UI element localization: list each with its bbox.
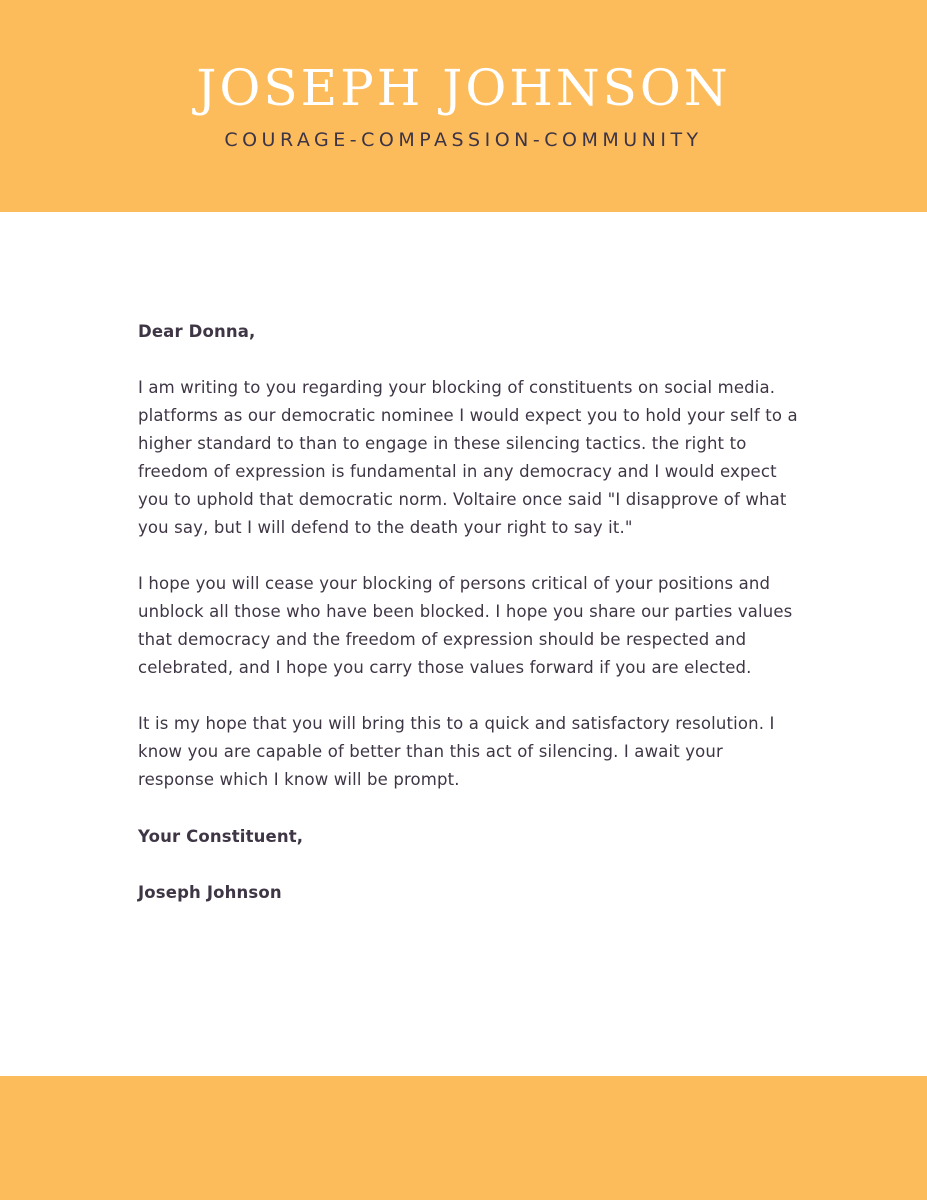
signature: Joseph Johnson [138,883,282,902]
closing: Your Constituent, [138,827,304,846]
paragraph-3: It is my hope that you will bring this to a quick and satisfactory resolution. I know you are capable of better than this act of silencing. I await your response which I know will be prompt. [138,714,775,789]
sender-tagline: COURAGE-COMPASSION-COMMUNITY [224,129,703,151]
header-banner [0,0,927,212]
footer-banner [0,1076,927,1200]
letter-body [138,318,798,907]
paragraph-1: I am writing to you regarding your blocking of constituents on social media. platforms as our democratic nominee I would expect you to hold your self to a higher standard to than to engage in these silencing tactics. the right to freedom of expression is fundamental in any democracy and I would expect you to uphold that democratic norm. Voltaire once said "I disapprove of what you say, but I will defend to the death your right to say it." [138,378,798,537]
sender-name: JOSEPH JOHNSON [196,59,731,117]
salutation: Dear Donna, [138,322,256,341]
paragraph-2: I hope you will cease your blocking of persons critical of your positions and unblock all those who have been blocked. I hope you share our parties values that democracy and the freedom of expression should be respected and celebrated, and I hope you carry those values forward if you are elected. [138,574,793,677]
